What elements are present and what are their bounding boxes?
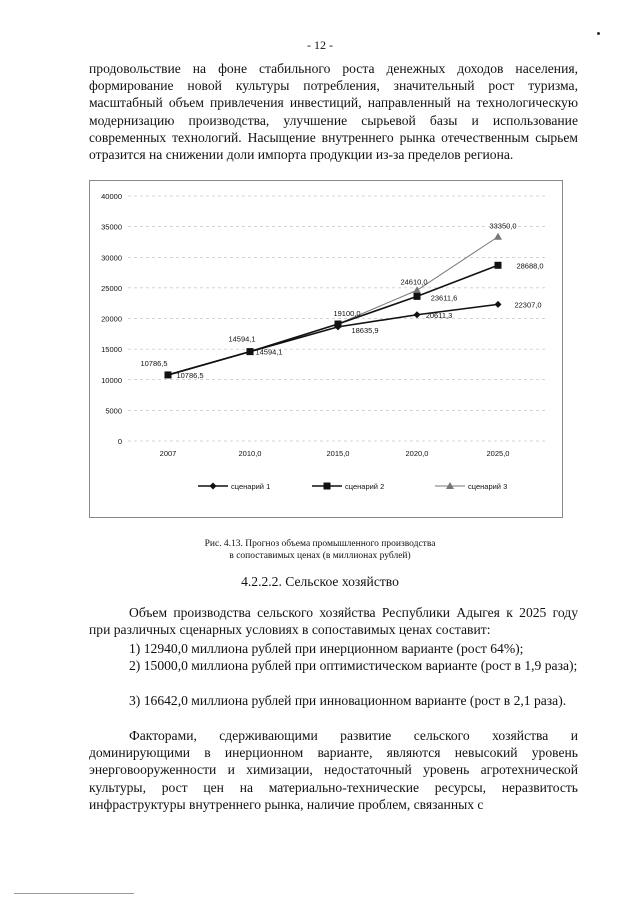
series-1-point (495, 301, 502, 308)
data-label: 20611,3 (425, 310, 453, 320)
y-tick-label: 10000 (101, 375, 122, 385)
y-tick-label: 35000 (101, 222, 122, 232)
paragraph-agriculture-intro: Объем производства сельского хозяйства Республики Адыгея к 2025 году при различных сценарных условиях в сопоставимых ценах составит: (89, 605, 578, 638)
data-label: 24610,0 (400, 277, 428, 287)
x-tick-label: 2010,0 (238, 449, 262, 458)
y-tick-label: 5000 (105, 406, 122, 416)
series-2-point (495, 262, 502, 269)
data-label: 19100,0 (333, 309, 361, 319)
legend-2-point (324, 483, 331, 490)
data-label: 14594,1 (228, 334, 256, 344)
series-1-point (414, 311, 421, 318)
data-label: 18635,9 (351, 325, 379, 335)
data-label: 28688,0 (516, 261, 544, 271)
list-item-optimistic: 2) 15000,0 миллиона рублей при оптимистическом варианте (рост в 1,9 раза); (129, 658, 578, 673)
data-label: 10786,5 (176, 370, 204, 380)
legend-label: сценарий 2 (345, 482, 385, 491)
x-tick-label: 2025,0 (486, 449, 510, 458)
data-label: 23611,6 (430, 293, 458, 303)
list-item-inertial: 1) 12940,0 миллиона рублей при инерционном варианте (рост 64%); (129, 641, 524, 656)
y-tick-label: 0 (117, 437, 122, 446)
figure-caption-line2: в сопоставимых ценах (в миллионах рублей) (229, 551, 411, 561)
data-label: 10786,5 (140, 358, 168, 368)
legend-1-point (210, 483, 217, 490)
chart-frame (89, 180, 563, 518)
data-label: 33350,0 (489, 221, 517, 231)
data-label: 22307,0 (514, 300, 542, 310)
y-tick-label: 30000 (101, 253, 122, 263)
paragraph-intro: продовольствие на фоне стабильного роста денежных доходов населения, формирование новой культуры потребления, значительный рост туризма, масштабный объем привлечения инвестиций, направленный на технологическую модернизацию производства, улучшение сырьевой базы и использование современных технологий. Насыщение внутреннего рынка отечественным сырьем отразится на снижении доли импорта продукции из-за пределов региона. (89, 61, 578, 163)
y-tick-label: 25000 (101, 283, 122, 293)
page-number: - 12 - (307, 38, 333, 52)
x-tick-label: 2007 (159, 449, 177, 458)
list-item-innovative: 3) 16642,0 миллиона рублей при инновационном варианте (рост в 2,1 раза). (129, 693, 567, 708)
y-tick-label: 15000 (101, 345, 122, 355)
figure-caption-line1: Рис. 4.13. Прогноз объема промышленного производства (204, 539, 436, 549)
paragraph-factors: Факторами, сдерживающими развитие сельского хозяйства и доминирующими в инерционном варианте, являются невысокий уровень энерговооруженности и химизации, недостаточный уровень агротехнической культуры, рост цен на материально-технические ресурсы, неразвитость инфраструктуры внутреннего рынка, наличие проблем, связанных с (89, 728, 578, 812)
y-tick-label: 20000 (101, 314, 122, 324)
series-3-point (413, 286, 421, 293)
production-forecast-chart (90, 181, 562, 517)
series-3-point (494, 233, 502, 240)
y-tick-label: 40000 (101, 192, 122, 201)
legend-label: сценарий 1 (231, 482, 271, 491)
section-heading: 4.2.2.2. Сельское хозяйство (241, 574, 399, 589)
footer-rule (14, 893, 134, 894)
data-label: 14594,1 (255, 347, 283, 357)
series-2-point (414, 293, 421, 300)
scan-speck (597, 32, 600, 35)
legend-label: сценарий 3 (468, 482, 508, 491)
series-line-2 (168, 265, 498, 375)
x-tick-label: 2015,0 (326, 449, 350, 458)
x-tick-label: 2020,0 (405, 449, 429, 458)
